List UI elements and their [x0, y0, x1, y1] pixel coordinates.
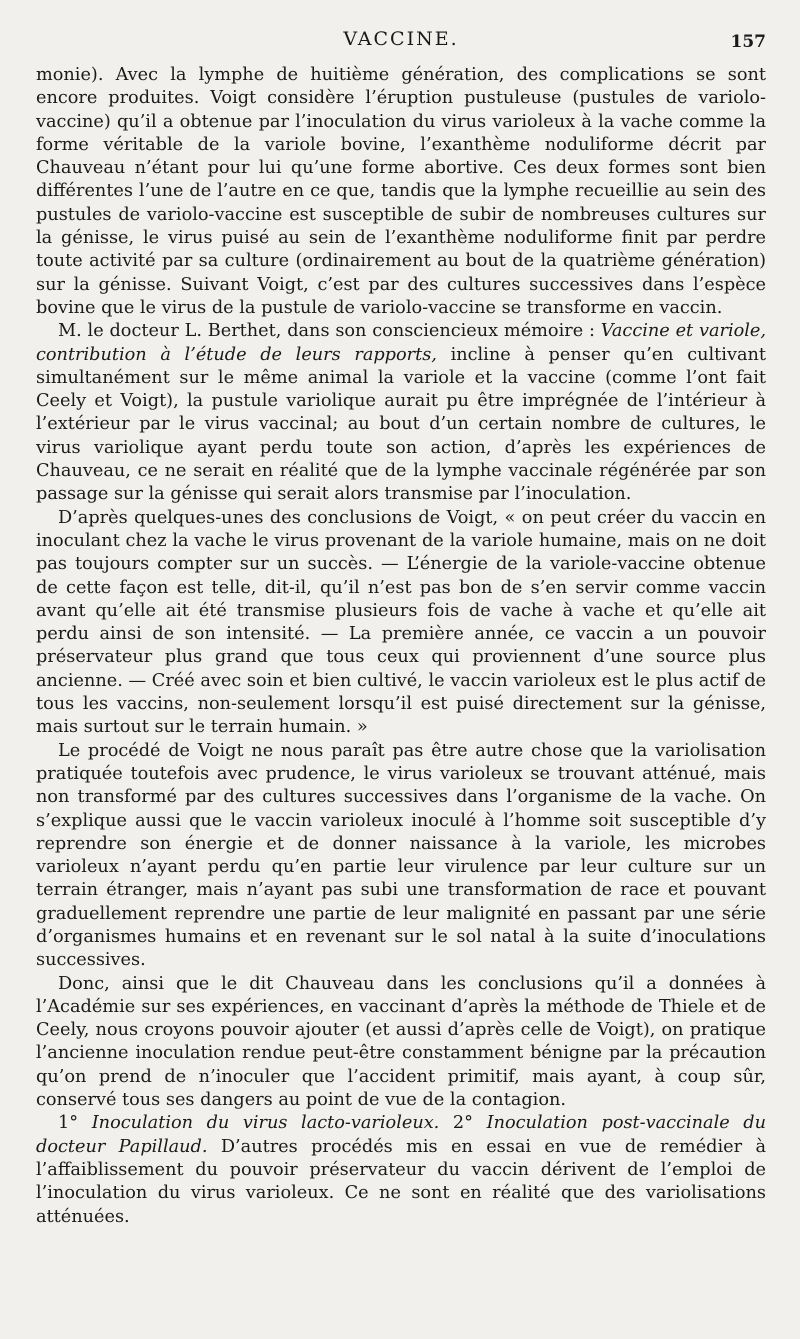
text-run: D’autres procédés mis en essai en vue de remédier à l’affaiblissement du pouvoir préservateur du vaccin dérivent de l’emploi de l’inoculation du virus varioleux. Ce ne sont en réalité que des variolisations atténuées.: [36, 1136, 766, 1227]
text-run: 1°: [58, 1113, 92, 1134]
running-title: VACCINE.: [343, 28, 459, 50]
running-head: [36, 28, 766, 58]
text-run: Le procédé de Voigt ne nous paraît pas être autre chose que la variolisation pratiquée toutefois avec prudence, le virus varioleux se trouvant atténué, mais non transformé par des cultures successives dans l’organisme de la vache. On s’explique aussi que le vaccin varioleux inoculé à l’homme soit susceptible d’y reprendre son énergie et de donner naissance à la variole, les microbes varioleux n’ayant perdu qu’en partie leur virulence par leur culture sur un terrain étranger, mais n’ayant pas subi une transformation de race et pouvant graduellement reprendre une partie de leur malignité en passant par une série d’organismes humains et en revenant sur le sol natal à la suite d’inoculations successives.: [36, 740, 766, 971]
paragraph: [36, 507, 766, 740]
paragraph: [36, 1112, 766, 1228]
text-run: incline à penser qu’en cultivant simultanément sur le même animal la variole et la vaccine (comme l’ont fait Ceely et Voigt), la pustule variolique aurait pu être imprégnée de l’intérieur à l’extérieur par le virus vaccinal; au bout d’un certain nombre de cultures, le virus variolique ayant perdu toute son action, d’après les expériences de Chauveau, ce ne serait en réalité que de la lymphe vaccinale régénérée par son passage sur la génisse qui serait alors transmise par l’inoculation.: [36, 344, 766, 505]
text-run: 2°: [439, 1113, 487, 1134]
text-run: D’après quelques-unes des conclusions de Voigt, « on peut créer du vaccin en inoculant chez la vache le virus provenant de la variole humaine, mais on ne doit pas toujours compter sur un succès. — L’énergie de la variole-vaccine obtenue de cette façon est telle, dit-il, qu’il n’est pas bon de s’en servir comme vaccin avant qu’elle ait été transmise plusieurs fois de vache à vache et qu’elle ait perdu ainsi de son intensité. — La première année, ce vaccin a un pouvoir préservateur plus grand que tous ceux qui proviennent d’une source plus ancienne. — Créé avec soin et bien cultivé, le vaccin varioleux est le plus actif de tous les vaccins, non-seulement lorsqu’il est puisé directement sur la génisse, mais surtout sur le terrain humain. »: [36, 507, 766, 738]
paragraph: [36, 64, 766, 320]
text-run: M. le docteur L. Berthet, dans son consciencieux mémoire :: [58, 321, 601, 342]
paragraph: [36, 320, 766, 506]
text-run: monie). Avec la lymphe de huitième génération, des complications se sont encore produites. Voigt considère l’éruption pustuleuse (pustules de variolo-vaccine) qu’il a obtenue par l’inoculation du virus varioleux à la vache comme la forme véritable de la variole bovine, l’exanthème noduliforme décrit par Chauveau n’étant pour lui qu’une forme abortive. Ces deux formes sont bien différentes l’une de l’autre en ce que, tandis que la lymphe recueillie au sein des pustules de variolo-vaccine est susceptible de subir de nombreuses cultures sur la génisse, le virus puisé au sein de l’exanthème noduliforme finit par perdre toute activité par sa culture (ordinairement au bout de la quatrième génération) sur la génisse. Suivant Voigt, c’est par des cultures successives dans l’espèce bovine que le virus de la pustule de variolo-vaccine se transforme en vaccin.: [36, 65, 766, 318]
text-run: Donc, ainsi que le dit Chauveau dans les conclusions qu’il a données à l’Académie sur ses expériences, en vaccinant d’après la méthode de Thiele et de Ceely, nous croyons pouvoir ajouter (et aussi d’après celle de Voigt), on pratique l’ancienne inoculation rendue peut-être constamment bénigne par la précaution qu’on prend de n’inoculer que l’accident primitif, mais ayant, à coup sûr, conservé tous ses dangers au point de vue de la contagion.: [36, 973, 766, 1111]
body-text: [36, 64, 766, 1229]
italic-text: Inoculation post-vaccinale du docteur Papillaud.: [36, 1113, 766, 1157]
page-number: 157: [730, 32, 766, 52]
paragraph: [36, 973, 766, 1113]
italic-text: Vaccine et variole, contribution à l’étude de leurs rapports,: [36, 321, 766, 365]
paragraph: [36, 740, 766, 973]
italic-text: Inoculation du virus lacto-varioleux.: [91, 1113, 440, 1134]
